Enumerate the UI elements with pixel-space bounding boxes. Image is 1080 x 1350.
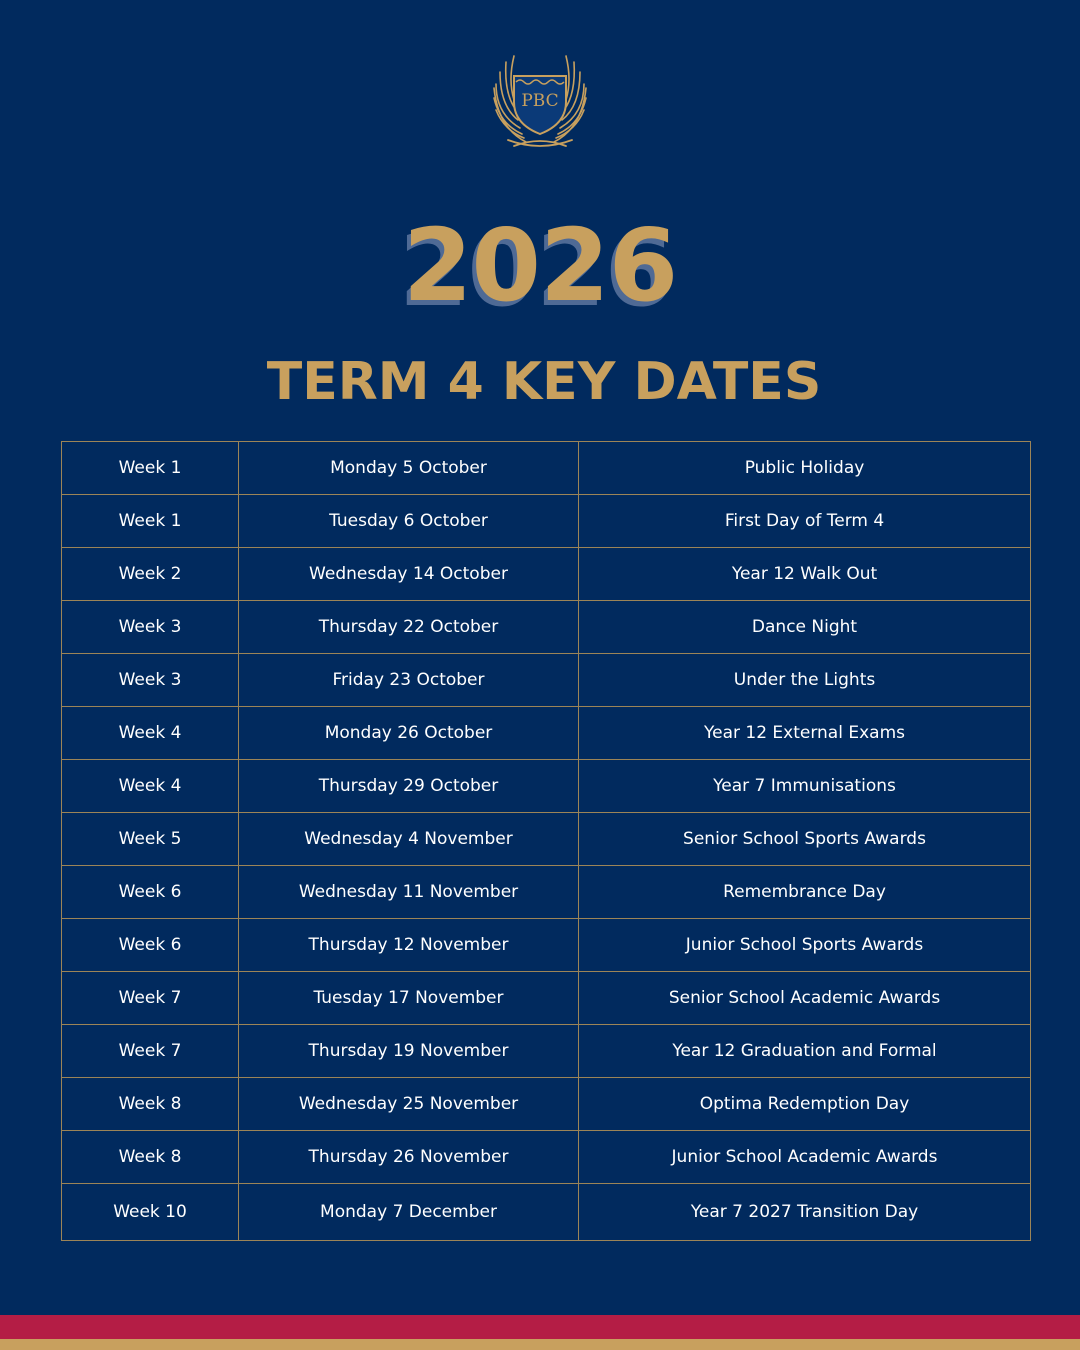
logo-text: PBC [521,91,559,111]
table-row [62,1184,1031,1241]
date-cell: Thursday 22 October [239,601,579,654]
event-cell: Remembrance Day [579,866,1031,919]
year-heading: 2026 [402,207,678,324]
event-cell: First Day of Term 4 [579,495,1031,548]
week-cell: Week 8 [62,1078,239,1131]
event-cell: Under the Lights [579,654,1031,707]
table-row [62,495,1031,548]
event-cell: Year 12 Graduation and Formal [579,1025,1031,1078]
date-cell: Thursday 19 November [239,1025,579,1078]
table-row [62,760,1031,813]
event-cell: Optima Redemption Day [579,1078,1031,1131]
footer-stripe-red [0,1315,1080,1339]
week-cell: Week 5 [62,813,239,866]
date-cell: Tuesday 6 October [239,495,579,548]
footer-stripe-gold [0,1339,1080,1350]
date-cell: Wednesday 14 October [239,548,579,601]
week-cell: Week 8 [62,1131,239,1184]
date-cell: Friday 23 October [239,654,579,707]
table-row [62,548,1031,601]
date-cell: Wednesday 4 November [239,813,579,866]
date-cell: Tuesday 17 November [239,972,579,1025]
event-cell: Senior School Sports Awards [579,813,1031,866]
table-row [62,654,1031,707]
key-dates-table [61,441,1031,1241]
table-row [62,919,1031,972]
table-row [62,1131,1031,1184]
event-cell: Junior School Sports Awards [579,919,1031,972]
week-cell: Week 4 [62,707,239,760]
date-cell: Wednesday 25 November [239,1078,579,1131]
event-cell: Junior School Academic Awards [579,1131,1031,1184]
date-cell: Thursday 29 October [239,760,579,813]
page-title: TERM 4 KEY DATES [266,352,822,412]
event-cell: Public Holiday [579,442,1031,495]
week-cell: Week 2 [62,548,239,601]
event-cell: Year 7 Immunisations [579,760,1031,813]
date-cell: Thursday 26 November [239,1131,579,1184]
date-cell: Monday 26 October [239,707,579,760]
date-cell: Thursday 12 November [239,919,579,972]
week-cell: Week 1 [62,495,239,548]
week-cell: Week 6 [62,919,239,972]
week-cell: Week 3 [62,601,239,654]
date-cell: Monday 5 October [239,442,579,495]
event-cell: Senior School Academic Awards [579,972,1031,1025]
week-cell: Week 3 [62,654,239,707]
table-row [62,1078,1031,1131]
event-cell: Year 12 Walk Out [579,548,1031,601]
table-row [62,601,1031,654]
week-cell: Week 7 [62,972,239,1025]
event-cell: Dance Night [579,601,1031,654]
week-cell: Week 10 [62,1184,239,1241]
week-cell: Week 4 [62,760,239,813]
event-cell: Year 12 External Exams [579,707,1031,760]
week-cell: Week 6 [62,866,239,919]
date-cell: Monday 7 December [239,1184,579,1241]
table-row [62,813,1031,866]
table-row [62,1025,1031,1078]
table-row [62,866,1031,919]
week-cell: Week 1 [62,442,239,495]
table-row [62,972,1031,1025]
event-cell: Year 7 2027 Transition Day [579,1184,1031,1241]
week-cell: Week 7 [62,1025,239,1078]
table-row [62,442,1031,495]
date-cell: Wednesday 11 November [239,866,579,919]
table-row [62,707,1031,760]
pbc-crest-logo [486,50,594,150]
